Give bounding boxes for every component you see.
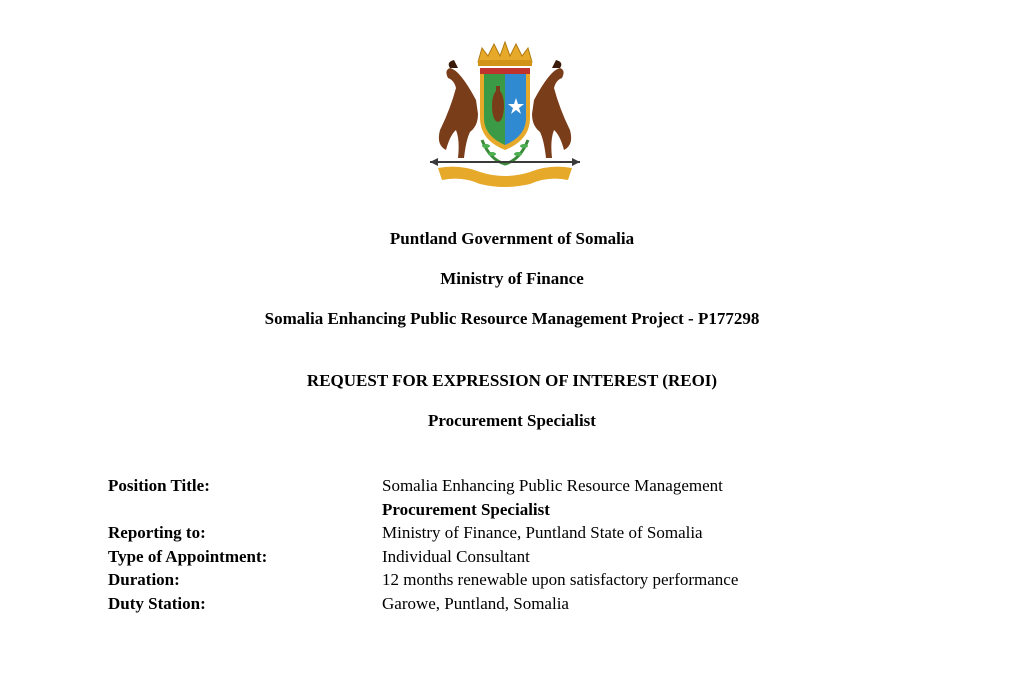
right-horse-icon [532, 60, 571, 158]
crown-icon [478, 42, 532, 66]
shield-icon [480, 68, 530, 150]
ribbon-icon [438, 167, 572, 187]
detail-row-position-title [108, 474, 908, 521]
detail-row-type-of-appointment [108, 545, 908, 569]
government-title: Puntland Government of Somalia [389, 229, 635, 248]
detail-label: Duration: [108, 570, 180, 589]
detail-value-line1: Somalia Enhancing Public Resource Management [382, 476, 723, 495]
detail-value: Garowe, Puntland, Somalia [382, 593, 569, 613]
detail-value: Ministry of Finance, Puntland State of Somalia [382, 523, 703, 542]
position-details [108, 474, 908, 615]
detail-row-duty-station [108, 592, 908, 616]
detail-label: Type of Appointment: [108, 546, 268, 566]
detail-label: Duty Station: [108, 593, 206, 613]
detail-value: Individual Consultant [382, 546, 530, 566]
detail-label: Reporting to: [108, 523, 206, 542]
detail-value [382, 474, 723, 521]
notice-title: REQUEST FOR EXPRESSION OF INTEREST (REOI) [306, 371, 718, 390]
detail-row-duration [108, 568, 908, 592]
notice-subtitle: Procurement Specialist [428, 411, 596, 430]
detail-value-line2: Procurement Specialist [382, 499, 550, 519]
detail-value: 12 months renewable upon satisfactory performance [382, 570, 739, 589]
detail-row-reporting-to [108, 521, 908, 545]
ministry-title: Ministry of Finance [440, 269, 584, 288]
left-horse-icon [439, 60, 478, 158]
project-title: Somalia Enhancing Public Resource Management Project - P177298 [264, 309, 760, 328]
detail-label: Position Title: [108, 476, 210, 495]
coat-of-arms-emblem [420, 40, 590, 190]
